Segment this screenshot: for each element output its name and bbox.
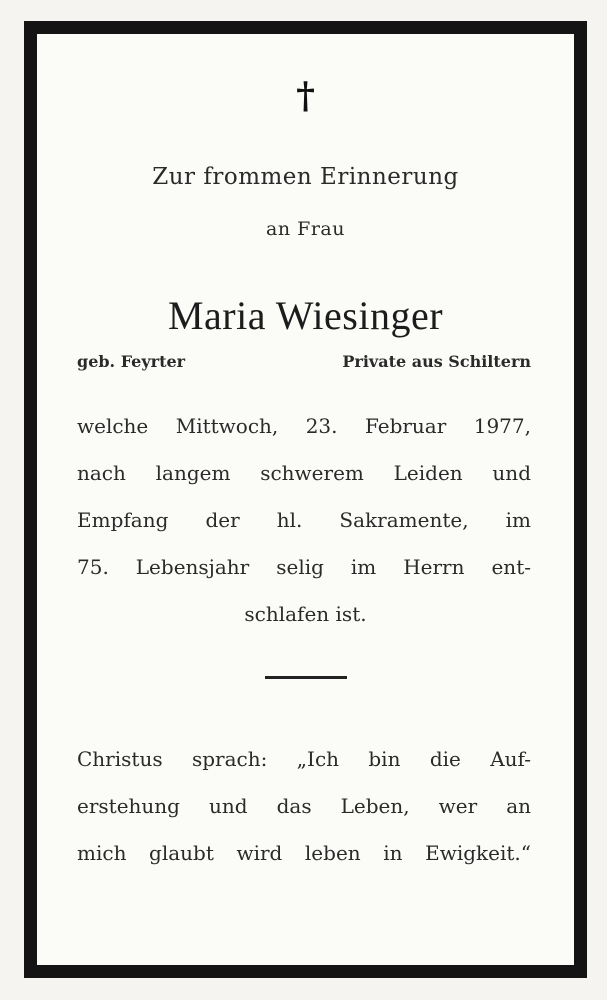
quote-line: erstehung und das Leben, wer an	[77, 794, 531, 818]
body-line: Empfang der hl. Sakramente, im	[77, 508, 531, 532]
body-line: welche Mittwoch, 23. Februar 1977,	[77, 414, 531, 438]
quote-line: Christus sprach: „Ich bin die Auf-	[77, 747, 531, 771]
an-frau-text: an Frau	[266, 218, 345, 240]
black-border-frame	[24, 21, 587, 978]
divider-rule	[265, 676, 347, 679]
cross-icon: †	[296, 75, 315, 117]
quote-line: mich glaubt wird leben in Ewigkeit.“	[77, 841, 531, 865]
body-line: 75. Lebensjahr selig im Herrn ent-	[77, 555, 531, 579]
card-content	[37, 34, 574, 965]
body-line: schlafen ist.	[244, 602, 367, 626]
maiden-name: geb. Feyrter	[77, 352, 186, 371]
deceased-name: Maria Wiesinger	[167, 293, 444, 338]
intro-text: Zur frommen Erinnerung	[152, 164, 459, 190]
body-line: nach langem schwerem Leiden und	[77, 461, 531, 485]
occupation-text: Private aus Schiltern	[342, 352, 531, 371]
